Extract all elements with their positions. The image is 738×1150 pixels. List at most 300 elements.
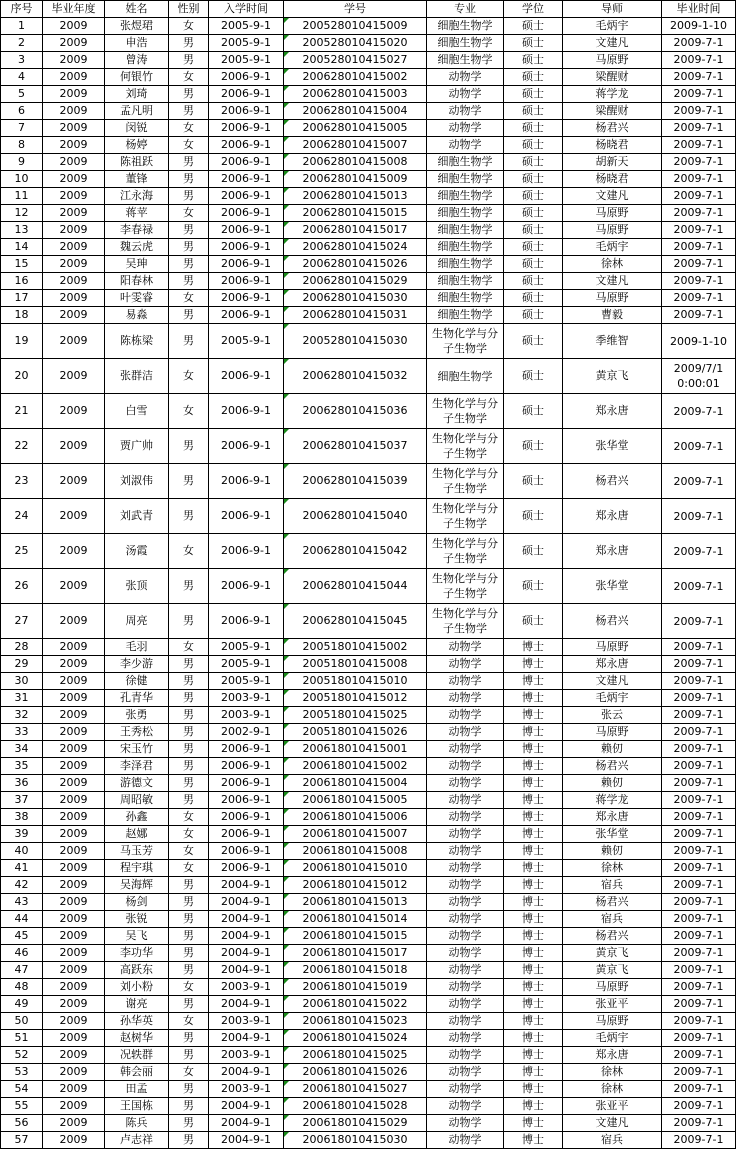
cell-degree: 博士 bbox=[504, 1132, 563, 1149]
cell-student-id: 200528010415020 bbox=[284, 35, 427, 52]
cell-major: 细胞生物学 bbox=[427, 18, 504, 35]
cell-sex: 男 bbox=[169, 35, 209, 52]
cell-grad-date: 2009-7-1 bbox=[662, 171, 736, 188]
cell-seq: 19 bbox=[1, 324, 43, 359]
cell-degree: 博士 bbox=[504, 894, 563, 911]
cell-grad-date: 2009-7-1 bbox=[662, 860, 736, 877]
cell-degree: 博士 bbox=[504, 758, 563, 775]
cell-seq: 13 bbox=[1, 222, 43, 239]
cell-grad-year: 2009 bbox=[43, 137, 105, 154]
cell-grad-year: 2009 bbox=[43, 464, 105, 499]
cell-grad-year: 2009 bbox=[43, 569, 105, 604]
cell-degree: 博士 bbox=[504, 945, 563, 962]
header-name: 姓名 bbox=[105, 1, 169, 18]
table-row bbox=[1, 1030, 736, 1047]
cell-grad-date: 2009-7-1 bbox=[662, 656, 736, 673]
cell-advisor: 毛炳宇 bbox=[563, 1030, 662, 1047]
cell-grad-year: 2009 bbox=[43, 120, 105, 137]
cell-grad-year: 2009 bbox=[43, 1064, 105, 1081]
cell-name: 刘淑伟 bbox=[105, 464, 169, 499]
cell-advisor: 徐林 bbox=[563, 1081, 662, 1098]
cell-enroll-date: 2003-9-1 bbox=[209, 690, 284, 707]
cell-name: 吴珅 bbox=[105, 256, 169, 273]
table-row bbox=[1, 724, 736, 741]
cell-sex: 男 bbox=[169, 154, 209, 171]
table-row bbox=[1, 826, 736, 843]
table-row bbox=[1, 35, 736, 52]
cell-grad-year: 2009 bbox=[43, 256, 105, 273]
cell-sex: 男 bbox=[169, 945, 209, 962]
header-degree: 学位 bbox=[504, 1, 563, 18]
cell-advisor: 马原野 bbox=[563, 205, 662, 222]
cell-student-id: 200618010415004 bbox=[284, 775, 427, 792]
cell-enroll-date: 2006-9-1 bbox=[209, 120, 284, 137]
cell-student-id: 200618010415029 bbox=[284, 1115, 427, 1132]
cell-sex: 女 bbox=[169, 137, 209, 154]
cell-major: 生物化学与分子生物学 bbox=[427, 569, 504, 604]
table-row bbox=[1, 1013, 736, 1030]
header-seq: 序号 bbox=[1, 1, 43, 18]
cell-student-id: 200628010415044 bbox=[284, 569, 427, 604]
cell-sex: 男 bbox=[169, 1115, 209, 1132]
cell-enroll-date: 2006-9-1 bbox=[209, 860, 284, 877]
cell-grad-year: 2009 bbox=[43, 809, 105, 826]
cell-grad-date: 2009-7-1 bbox=[662, 1064, 736, 1081]
cell-grad-year: 2009 bbox=[43, 707, 105, 724]
cell-major: 动物学 bbox=[427, 1030, 504, 1047]
table-row bbox=[1, 775, 736, 792]
header-grad-date: 毕业时间 bbox=[662, 1, 736, 18]
cell-name: 周亮 bbox=[105, 604, 169, 639]
cell-student-id: 200628010415037 bbox=[284, 429, 427, 464]
cell-name: 赵树华 bbox=[105, 1030, 169, 1047]
cell-seq: 23 bbox=[1, 464, 43, 499]
cell-sex: 男 bbox=[169, 741, 209, 758]
cell-degree: 硕士 bbox=[504, 35, 563, 52]
cell-student-id: 200628010415004 bbox=[284, 103, 427, 120]
cell-degree: 硕士 bbox=[504, 256, 563, 273]
cell-grad-year: 2009 bbox=[43, 103, 105, 120]
cell-name: 李少游 bbox=[105, 656, 169, 673]
cell-name: 吴海辉 bbox=[105, 877, 169, 894]
cell-sex: 男 bbox=[169, 569, 209, 604]
cell-seq: 42 bbox=[1, 877, 43, 894]
cell-advisor: 文建凡 bbox=[563, 188, 662, 205]
table-row bbox=[1, 103, 736, 120]
cell-student-id: 200618010415030 bbox=[284, 1132, 427, 1149]
cell-advisor: 文建凡 bbox=[563, 673, 662, 690]
cell-advisor: 宿兵 bbox=[563, 1132, 662, 1149]
cell-grad-date: 2009-7-1 bbox=[662, 239, 736, 256]
cell-student-id: 200618010415019 bbox=[284, 979, 427, 996]
cell-advisor: 马原野 bbox=[563, 52, 662, 69]
cell-name: 杨婷 bbox=[105, 137, 169, 154]
cell-grad-date: 2009-7-1 bbox=[662, 792, 736, 809]
cell-grad-year: 2009 bbox=[43, 1013, 105, 1030]
cell-major: 动物学 bbox=[427, 945, 504, 962]
cell-grad-year: 2009 bbox=[43, 1098, 105, 1115]
cell-major: 动物学 bbox=[427, 996, 504, 1013]
cell-name: 孙华英 bbox=[105, 1013, 169, 1030]
cell-sex: 男 bbox=[169, 324, 209, 359]
cell-major: 动物学 bbox=[427, 826, 504, 843]
cell-degree: 博士 bbox=[504, 843, 563, 860]
cell-grad-year: 2009 bbox=[43, 894, 105, 911]
cell-degree: 硕士 bbox=[504, 307, 563, 324]
cell-enroll-date: 2006-9-1 bbox=[209, 809, 284, 826]
cell-degree: 博士 bbox=[504, 1115, 563, 1132]
cell-grad-year: 2009 bbox=[43, 307, 105, 324]
cell-student-id: 200628010415040 bbox=[284, 499, 427, 534]
cell-name: 高跃东 bbox=[105, 962, 169, 979]
cell-major: 生物化学与分子生物学 bbox=[427, 499, 504, 534]
table-row bbox=[1, 256, 736, 273]
table-row bbox=[1, 569, 736, 604]
cell-seq: 17 bbox=[1, 290, 43, 307]
cell-enroll-date: 2002-9-1 bbox=[209, 724, 284, 741]
cell-sex: 男 bbox=[169, 877, 209, 894]
cell-seq: 48 bbox=[1, 979, 43, 996]
cell-name: 魏云虎 bbox=[105, 239, 169, 256]
table-row bbox=[1, 604, 736, 639]
cell-major: 动物学 bbox=[427, 877, 504, 894]
cell-sex: 男 bbox=[169, 1132, 209, 1149]
cell-degree: 博士 bbox=[504, 996, 563, 1013]
cell-grad-year: 2009 bbox=[43, 222, 105, 239]
cell-grad-date: 2009-7-1 bbox=[662, 690, 736, 707]
table-row bbox=[1, 860, 736, 877]
table-row bbox=[1, 843, 736, 860]
cell-degree: 硕士 bbox=[504, 137, 563, 154]
cell-grad-year: 2009 bbox=[43, 52, 105, 69]
cell-seq: 28 bbox=[1, 639, 43, 656]
cell-enroll-date: 2006-9-1 bbox=[209, 394, 284, 429]
cell-student-id: 200518010415002 bbox=[284, 639, 427, 656]
cell-major: 动物学 bbox=[427, 894, 504, 911]
table-row bbox=[1, 499, 736, 534]
cell-advisor: 杨君兴 bbox=[563, 604, 662, 639]
cell-grad-date: 2009-7-1 bbox=[662, 103, 736, 120]
cell-grad-date: 2009-7-1 bbox=[662, 273, 736, 290]
cell-grad-date: 2009-7-1 bbox=[662, 962, 736, 979]
cell-major: 细胞生物学 bbox=[427, 35, 504, 52]
table-row bbox=[1, 18, 736, 35]
cell-enroll-date: 2006-9-1 bbox=[209, 534, 284, 569]
cell-enroll-date: 2006-9-1 bbox=[209, 154, 284, 171]
cell-sex: 女 bbox=[169, 843, 209, 860]
cell-degree: 博士 bbox=[504, 1098, 563, 1115]
cell-seq: 30 bbox=[1, 673, 43, 690]
cell-major: 细胞生物学 bbox=[427, 154, 504, 171]
cell-name: 孔青华 bbox=[105, 690, 169, 707]
cell-seq: 43 bbox=[1, 894, 43, 911]
cell-major: 动物学 bbox=[427, 843, 504, 860]
cell-enroll-date: 2006-9-1 bbox=[209, 222, 284, 239]
cell-degree: 硕士 bbox=[504, 188, 563, 205]
cell-seq: 47 bbox=[1, 962, 43, 979]
table-row bbox=[1, 307, 736, 324]
table-row bbox=[1, 707, 736, 724]
cell-sex: 男 bbox=[169, 171, 209, 188]
cell-student-id: 200628010415039 bbox=[284, 464, 427, 499]
cell-grad-date: 2009-7-1 bbox=[662, 639, 736, 656]
cell-advisor: 杨晓君 bbox=[563, 171, 662, 188]
table-row bbox=[1, 171, 736, 188]
cell-grad-date: 2009-7-1 bbox=[662, 843, 736, 860]
cell-enroll-date: 2003-9-1 bbox=[209, 1081, 284, 1098]
cell-grad-year: 2009 bbox=[43, 639, 105, 656]
table-row bbox=[1, 1098, 736, 1115]
cell-degree: 博士 bbox=[504, 826, 563, 843]
cell-enroll-date: 2004-9-1 bbox=[209, 1132, 284, 1149]
cell-advisor: 马原野 bbox=[563, 222, 662, 239]
cell-degree: 博士 bbox=[504, 928, 563, 945]
cell-name: 叶雯睿 bbox=[105, 290, 169, 307]
cell-enroll-date: 2005-9-1 bbox=[209, 18, 284, 35]
cell-grad-year: 2009 bbox=[43, 792, 105, 809]
table-row bbox=[1, 1047, 736, 1064]
cell-grad-year: 2009 bbox=[43, 154, 105, 171]
cell-seq: 35 bbox=[1, 758, 43, 775]
cell-seq: 21 bbox=[1, 394, 43, 429]
cell-enroll-date: 2004-9-1 bbox=[209, 911, 284, 928]
cell-grad-year: 2009 bbox=[43, 775, 105, 792]
cell-name: 陈兵 bbox=[105, 1115, 169, 1132]
cell-major: 动物学 bbox=[427, 962, 504, 979]
cell-major: 动物学 bbox=[427, 741, 504, 758]
table-header bbox=[1, 1, 736, 18]
cell-advisor: 黄京飞 bbox=[563, 962, 662, 979]
cell-degree: 博士 bbox=[504, 877, 563, 894]
cell-grad-year: 2009 bbox=[43, 534, 105, 569]
cell-sex: 男 bbox=[169, 273, 209, 290]
cell-degree: 硕士 bbox=[504, 429, 563, 464]
cell-advisor: 梁醒财 bbox=[563, 103, 662, 120]
cell-grad-date: 2009-7-1 bbox=[662, 673, 736, 690]
cell-grad-year: 2009 bbox=[43, 826, 105, 843]
cell-student-id: 200618010415007 bbox=[284, 826, 427, 843]
cell-major: 细胞生物学 bbox=[427, 205, 504, 222]
cell-grad-date: 2009-7-1 bbox=[662, 52, 736, 69]
cell-seq: 57 bbox=[1, 1132, 43, 1149]
table-row bbox=[1, 894, 736, 911]
cell-enroll-date: 2004-9-1 bbox=[209, 1030, 284, 1047]
cell-sex: 女 bbox=[169, 1013, 209, 1030]
cell-name: 陈栋梁 bbox=[105, 324, 169, 359]
cell-grad-year: 2009 bbox=[43, 18, 105, 35]
cell-name: 李春禄 bbox=[105, 222, 169, 239]
cell-seq: 41 bbox=[1, 860, 43, 877]
cell-degree: 博士 bbox=[504, 792, 563, 809]
cell-grad-date: 2009-7-1 bbox=[662, 826, 736, 843]
cell-grad-date: 2009-7-1 bbox=[662, 307, 736, 324]
cell-student-id: 200618010415002 bbox=[284, 758, 427, 775]
cell-seq: 16 bbox=[1, 273, 43, 290]
cell-student-id: 200628010415008 bbox=[284, 154, 427, 171]
table-row bbox=[1, 429, 736, 464]
cell-grad-year: 2009 bbox=[43, 239, 105, 256]
cell-advisor: 蒋学龙 bbox=[563, 792, 662, 809]
cell-seq: 25 bbox=[1, 534, 43, 569]
cell-enroll-date: 2003-9-1 bbox=[209, 1013, 284, 1030]
cell-advisor: 文建凡 bbox=[563, 35, 662, 52]
cell-major: 动物学 bbox=[427, 120, 504, 137]
cell-name: 刘武青 bbox=[105, 499, 169, 534]
cell-degree: 硕士 bbox=[504, 86, 563, 103]
cell-advisor: 赖仞 bbox=[563, 741, 662, 758]
cell-seq: 45 bbox=[1, 928, 43, 945]
cell-degree: 硕士 bbox=[504, 324, 563, 359]
cell-student-id: 200618010415027 bbox=[284, 1081, 427, 1098]
cell-advisor: 黄京飞 bbox=[563, 945, 662, 962]
cell-advisor: 徐林 bbox=[563, 860, 662, 877]
cell-advisor: 杨君兴 bbox=[563, 928, 662, 945]
table-row bbox=[1, 273, 736, 290]
table-row bbox=[1, 324, 736, 359]
cell-name: 申浩 bbox=[105, 35, 169, 52]
cell-grad-date: 2009-7-1 bbox=[662, 1013, 736, 1030]
cell-student-id: 200518010415026 bbox=[284, 724, 427, 741]
cell-advisor: 文建凡 bbox=[563, 273, 662, 290]
cell-major: 细胞生物学 bbox=[427, 171, 504, 188]
cell-student-id: 200628010415042 bbox=[284, 534, 427, 569]
cell-seq: 33 bbox=[1, 724, 43, 741]
cell-degree: 博士 bbox=[504, 690, 563, 707]
cell-advisor: 杨君兴 bbox=[563, 894, 662, 911]
cell-degree: 硕士 bbox=[504, 239, 563, 256]
cell-advisor: 杨君兴 bbox=[563, 464, 662, 499]
cell-degree: 硕士 bbox=[504, 69, 563, 86]
cell-major: 动物学 bbox=[427, 673, 504, 690]
cell-degree: 硕士 bbox=[504, 499, 563, 534]
cell-degree: 硕士 bbox=[504, 464, 563, 499]
cell-grad-date: 2009-7-1 bbox=[662, 464, 736, 499]
cell-seq: 14 bbox=[1, 239, 43, 256]
table-row bbox=[1, 962, 736, 979]
cell-advisor: 毛炳宇 bbox=[563, 239, 662, 256]
cell-seq: 31 bbox=[1, 690, 43, 707]
cell-advisor: 梁醒财 bbox=[563, 69, 662, 86]
cell-enroll-date: 2004-9-1 bbox=[209, 928, 284, 945]
cell-name: 李功华 bbox=[105, 945, 169, 962]
cell-grad-date: 2009-7-1 bbox=[662, 911, 736, 928]
cell-advisor: 宿兵 bbox=[563, 877, 662, 894]
cell-name: 孙鑫 bbox=[105, 809, 169, 826]
cell-name: 陈祖跃 bbox=[105, 154, 169, 171]
cell-degree: 博士 bbox=[504, 775, 563, 792]
cell-grad-year: 2009 bbox=[43, 656, 105, 673]
cell-major: 动物学 bbox=[427, 928, 504, 945]
cell-seq: 3 bbox=[1, 52, 43, 69]
cell-name: 田孟 bbox=[105, 1081, 169, 1098]
cell-enroll-date: 2006-9-1 bbox=[209, 103, 284, 120]
table-row bbox=[1, 945, 736, 962]
cell-name: 程宇琪 bbox=[105, 860, 169, 877]
cell-student-id: 200628010415015 bbox=[284, 205, 427, 222]
cell-advisor: 宿兵 bbox=[563, 911, 662, 928]
cell-name: 况轶群 bbox=[105, 1047, 169, 1064]
cell-name: 赵娜 bbox=[105, 826, 169, 843]
cell-sex: 女 bbox=[169, 18, 209, 35]
cell-enroll-date: 2006-9-1 bbox=[209, 359, 284, 394]
cell-student-id: 200628010415024 bbox=[284, 239, 427, 256]
cell-enroll-date: 2006-9-1 bbox=[209, 290, 284, 307]
table-row bbox=[1, 690, 736, 707]
cell-sex: 男 bbox=[169, 222, 209, 239]
cell-sex: 男 bbox=[169, 996, 209, 1013]
cell-major: 细胞生物学 bbox=[427, 256, 504, 273]
cell-name: 张煜珺 bbox=[105, 18, 169, 35]
table-row bbox=[1, 394, 736, 429]
cell-seq: 26 bbox=[1, 569, 43, 604]
cell-enroll-date: 2006-9-1 bbox=[209, 741, 284, 758]
cell-seq: 12 bbox=[1, 205, 43, 222]
cell-enroll-date: 2006-9-1 bbox=[209, 205, 284, 222]
cell-student-id: 200628010415045 bbox=[284, 604, 427, 639]
cell-sex: 男 bbox=[169, 256, 209, 273]
cell-degree: 硕士 bbox=[504, 103, 563, 120]
cell-degree: 博士 bbox=[504, 656, 563, 673]
cell-student-id: 200618010415024 bbox=[284, 1030, 427, 1047]
cell-student-id: 200628010415007 bbox=[284, 137, 427, 154]
cell-grad-year: 2009 bbox=[43, 188, 105, 205]
cell-seq: 40 bbox=[1, 843, 43, 860]
cell-advisor: 张云 bbox=[563, 707, 662, 724]
cell-grad-date: 2009-7-1 bbox=[662, 256, 736, 273]
cell-major: 细胞生物学 bbox=[427, 222, 504, 239]
cell-major: 动物学 bbox=[427, 86, 504, 103]
table-row bbox=[1, 809, 736, 826]
cell-student-id: 200628010415017 bbox=[284, 222, 427, 239]
cell-seq: 36 bbox=[1, 775, 43, 792]
cell-grad-year: 2009 bbox=[43, 945, 105, 962]
cell-seq: 34 bbox=[1, 741, 43, 758]
cell-seq: 55 bbox=[1, 1098, 43, 1115]
cell-student-id: 200618010415022 bbox=[284, 996, 427, 1013]
cell-name: 何银竹 bbox=[105, 69, 169, 86]
cell-student-id: 200528010415027 bbox=[284, 52, 427, 69]
cell-enroll-date: 2006-9-1 bbox=[209, 429, 284, 464]
cell-grad-year: 2009 bbox=[43, 979, 105, 996]
cell-seq: 5 bbox=[1, 86, 43, 103]
cell-enroll-date: 2006-9-1 bbox=[209, 86, 284, 103]
table-row bbox=[1, 1115, 736, 1132]
cell-sex: 男 bbox=[169, 239, 209, 256]
table-row bbox=[1, 464, 736, 499]
cell-grad-year: 2009 bbox=[43, 843, 105, 860]
cell-grad-date: 2009-7-1 bbox=[662, 205, 736, 222]
cell-name: 李泽君 bbox=[105, 758, 169, 775]
cell-enroll-date: 2004-9-1 bbox=[209, 877, 284, 894]
cell-major: 动物学 bbox=[427, 860, 504, 877]
table-row bbox=[1, 52, 736, 69]
cell-degree: 硕士 bbox=[504, 222, 563, 239]
cell-seq: 18 bbox=[1, 307, 43, 324]
cell-student-id: 200618010415026 bbox=[284, 1064, 427, 1081]
cell-major: 细胞生物学 bbox=[427, 290, 504, 307]
table-row bbox=[1, 222, 736, 239]
cell-student-id: 200628010415036 bbox=[284, 394, 427, 429]
cell-grad-year: 2009 bbox=[43, 69, 105, 86]
cell-seq: 32 bbox=[1, 707, 43, 724]
cell-grad-date: 2009-7-1 bbox=[662, 877, 736, 894]
cell-major: 细胞生物学 bbox=[427, 307, 504, 324]
cell-student-id: 200628010415013 bbox=[284, 188, 427, 205]
table-row bbox=[1, 996, 736, 1013]
cell-degree: 硕士 bbox=[504, 290, 563, 307]
cell-grad-date: 2009-7-1 bbox=[662, 69, 736, 86]
cell-grad-year: 2009 bbox=[43, 273, 105, 290]
